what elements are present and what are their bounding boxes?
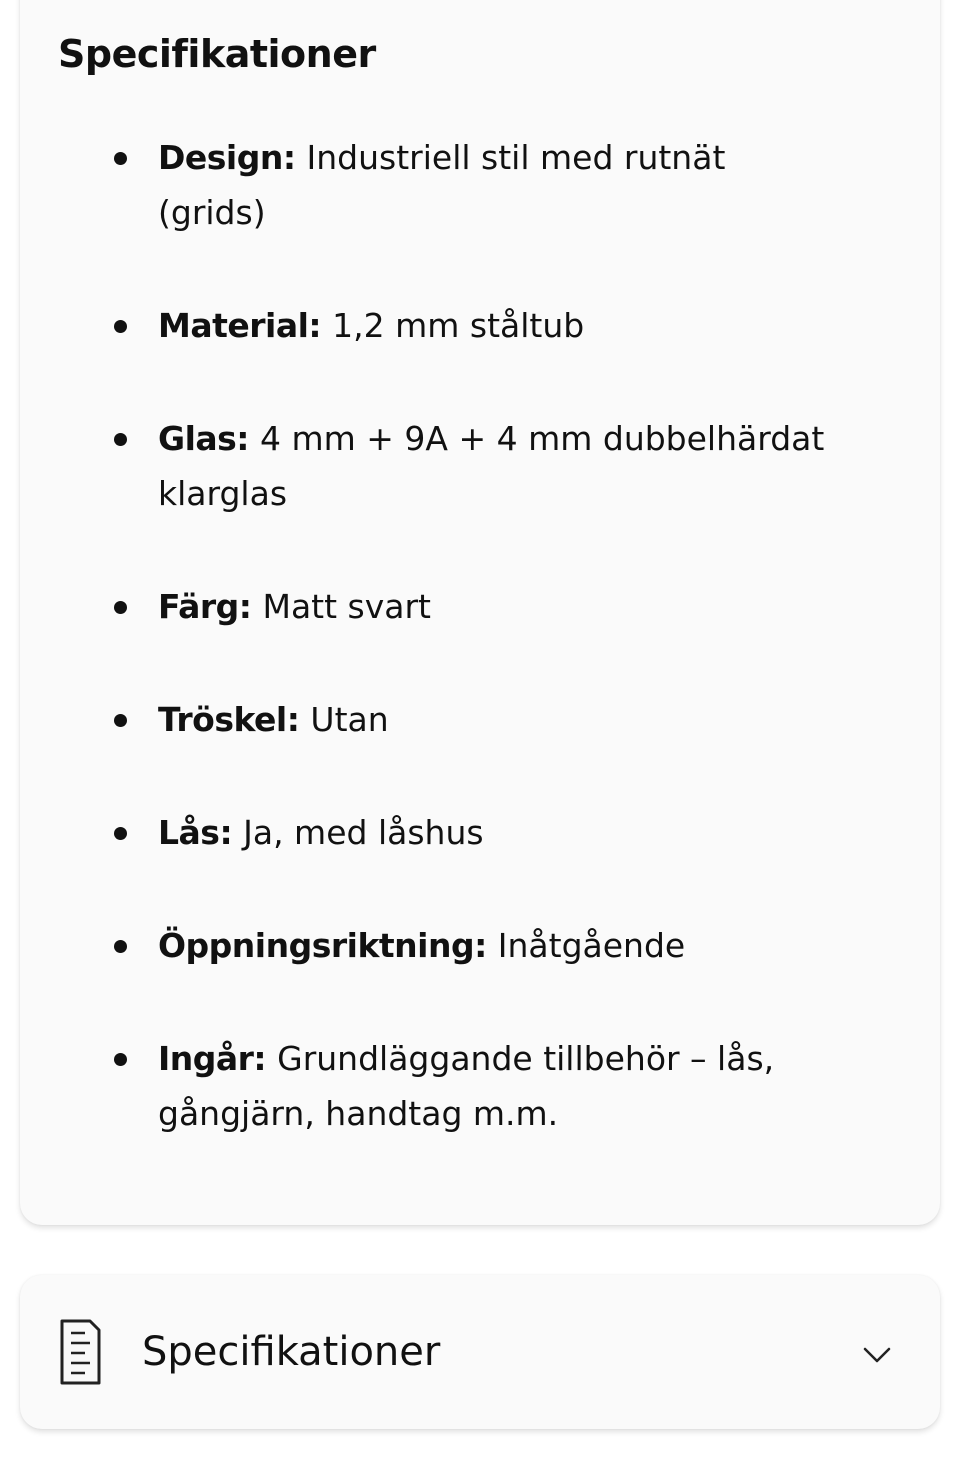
bullet-icon [114, 320, 127, 333]
spec-item-lock [108, 805, 828, 860]
specifications-accordion [20, 1275, 940, 1429]
spec-item-opening-direction [108, 918, 828, 973]
accordion-toggle[interactable] [20, 1275, 940, 1429]
specifications-heading: Specifikationer [58, 32, 376, 76]
bullet-icon [114, 152, 127, 165]
spec-item-color [108, 579, 828, 634]
spec-value: 4 mm + 9A + 4 mm dubbelhärdat klarglas [158, 419, 825, 513]
chevron-down-icon[interactable] [862, 1345, 892, 1365]
accordion-title: Specifikationer [142, 1329, 441, 1375]
spec-label: Material: [158, 306, 333, 345]
document-icon [58, 1318, 102, 1386]
spec-value: 1,2 mm ståltub [332, 306, 585, 345]
spec-label: Ingår: [158, 1039, 278, 1078]
spec-item-material [108, 298, 828, 353]
spec-value: Utan [310, 700, 389, 739]
spec-item-threshold [108, 692, 828, 747]
specifications-card [20, 0, 940, 1225]
spec-value: Industriell stil med rutnät (grids) [158, 138, 726, 232]
bullet-icon [114, 433, 127, 446]
bullet-icon [114, 714, 127, 727]
spec-label: Färg: [158, 587, 263, 626]
bullet-icon [114, 601, 127, 614]
spec-value: Matt svart [262, 587, 431, 626]
spec-label: Öppningsriktning: [158, 926, 498, 965]
spec-label: Design: [158, 138, 307, 177]
bullet-icon [114, 940, 127, 953]
bullet-icon [114, 1053, 127, 1066]
spec-label: Lås: [158, 813, 244, 852]
spec-item-included [108, 1031, 828, 1141]
spec-value: Grundläggande tillbehör – lås, gångjärn, handtag m.m. [158, 1039, 775, 1133]
spec-item-glass [108, 411, 828, 521]
spec-value: Inåtgående [497, 926, 686, 965]
bullet-icon [114, 827, 127, 840]
spec-value: Ja, med låshus [243, 813, 484, 852]
specifications-list [108, 130, 828, 1199]
spec-label: Tröskel: [158, 700, 311, 739]
spec-label: Glas: [158, 419, 260, 458]
spec-item-design [108, 130, 828, 240]
